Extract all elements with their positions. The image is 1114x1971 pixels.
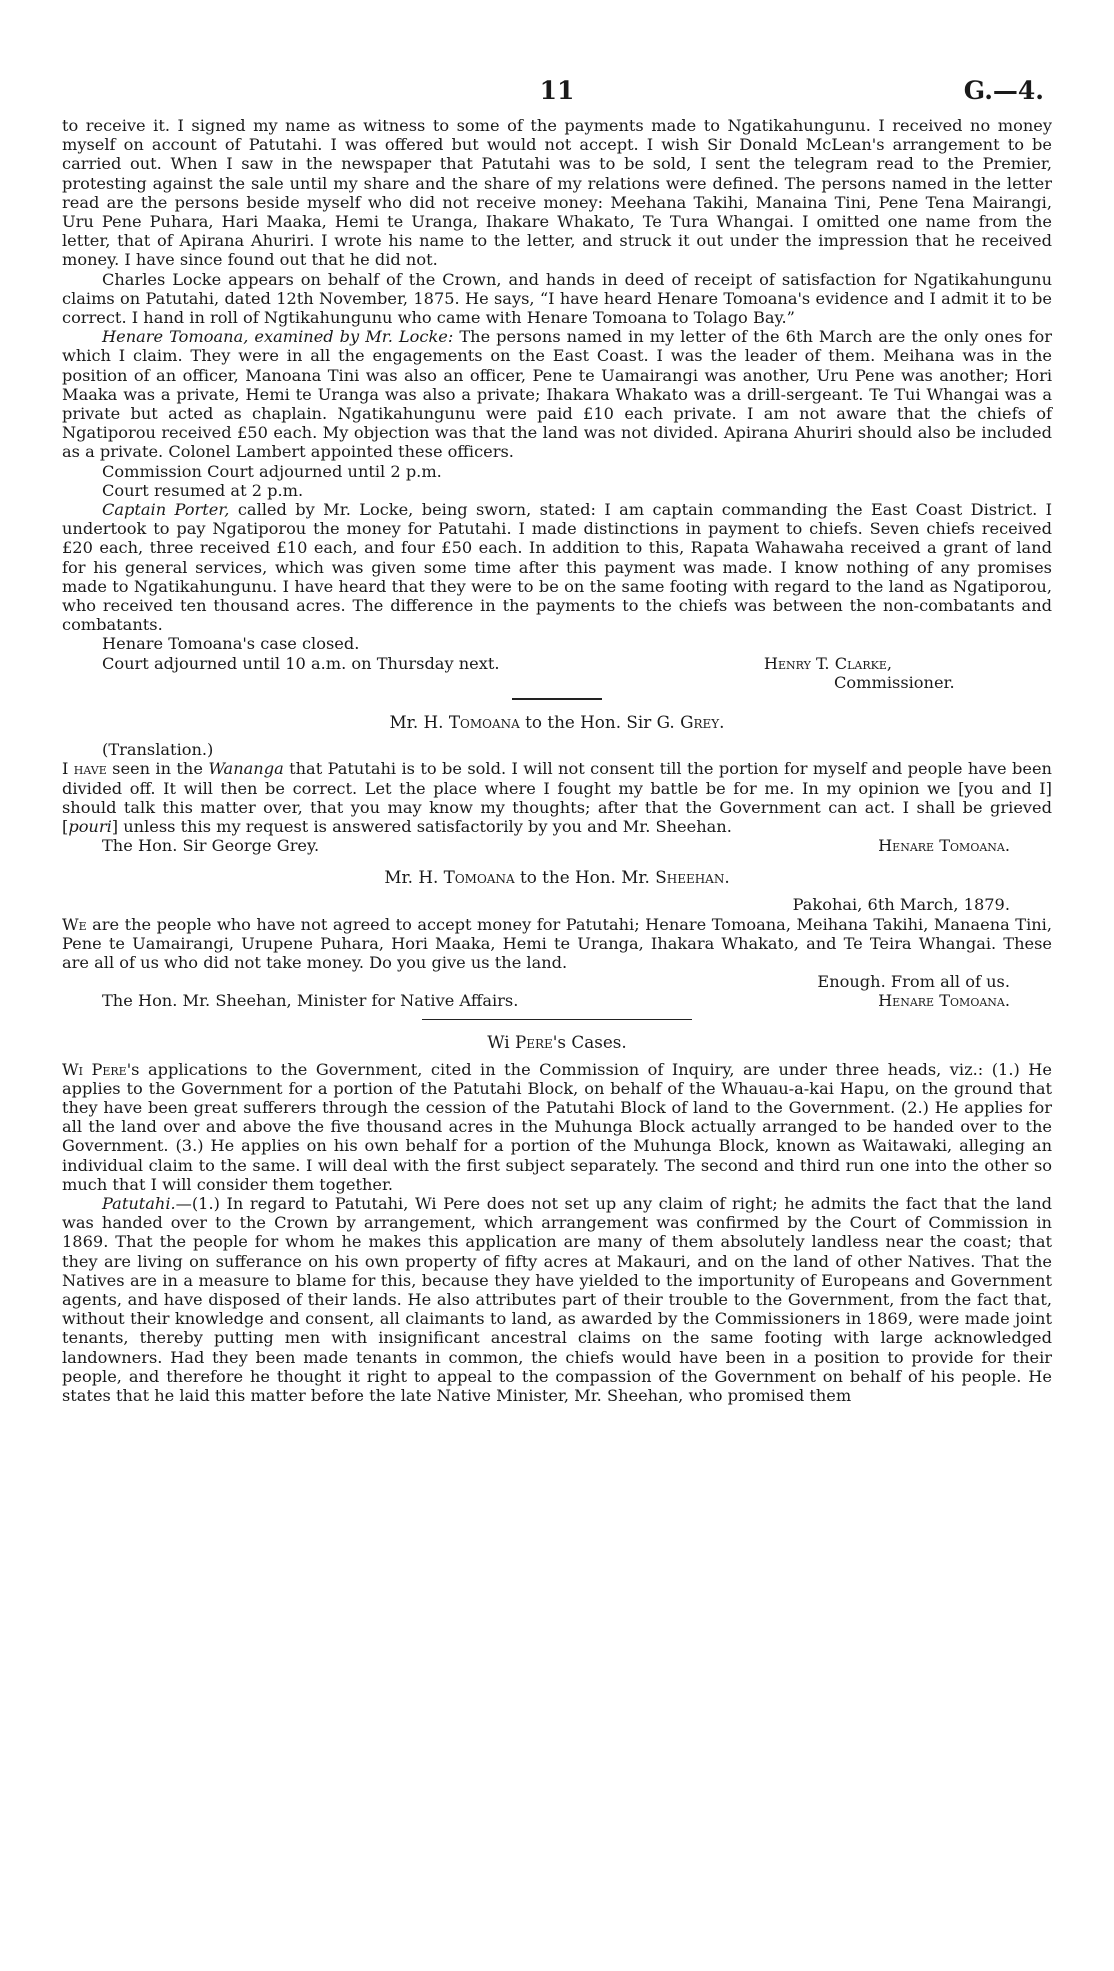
examination-text: The persons named in my letter of the 6th March are the only ones for which I claim. They were in all the engagements on the East Coast. I was the leader of them. Meihana was in the position of an officer, Manoana Tini was also an officer, Pene te Uamairangi was another, Uru Pene was another; Hori Maaka was a private, Hemi te Uranga was also a private; Ihakara Whakato was a drill-sergeant. Te Tui Whangai was a private but acted as chaplain. Ngatikahungunu were paid £10 each private. I am not aware that the chiefs of Ngatiporou received £50 each. My objection was that the land was not divided. Apirana Ahuriri should also be included as a private. Colonel Lambert appointed these officers. xyxy=(62,327,1052,462)
adjournment-final: Court adjourned until 10 a.m. on Thursday next. xyxy=(102,653,500,673)
letter-grey-signature: Henare Tomoana. xyxy=(878,836,1010,856)
letter-grey-addressee: The Hon. Sir George Grey. xyxy=(102,836,320,856)
adjournment-note: Commission Court adjourned until 2 p.m. xyxy=(102,461,442,481)
letter-grey-signoff xyxy=(62,836,1052,855)
examination-lead: Henare Tomoana, examined by Mr. Locke: xyxy=(102,327,454,347)
paragraph-witness: to receive it. I signed my name as witness to some of the payments made to Ngatikahungunu. I received no money myself on account of Patutahi. I was offered but would not accept. I wish Sir Donald McLean's arrangement to be carried out. When I saw in the newspaper that Patutahi was to be sold, I sent the telegram read to the Premier, protesting against the sale until my share and the share of my relations were defined. The persons named in the letter read are the persons beside myself who did not receive money: Meehana Takihi, Manaina Tini, Pene Tena Mairangi, Uru Pene Puhara, Hari Maaka, Hemi te Uranga, Ihakare Whakato, Te Tura Whangai. I omitted one name from the letter, that of Apirana Ahuriri. I wrote his name to the letter, and struck it out under the impression that he received money. I have since found out that he did not. xyxy=(62,116,1052,270)
patutahi-paragraph: Patutahi.—(1.) In regard to Patutahi, Wi Pere does not set up any claim of right; he admits the fact that the land was handed over to the Crown by arrangement, which arrangement was confirmed by the Court of Commission in 1869. That the people for whom he makes this application are many of them absolutely landless near the coast; that they are living on sufferance on his own property of fifty acres at Makauri, and on the land of other Natives. That the Natives are in a measure to blame for this, because they have yielded to the importunity of Europeans and Government agents, and have disposed of their lands. He also attributes part of their trouble to the Government, from the fact that, without their knowledge and consent, all claimants to land, as awarded by the Commissioners in 1869, were made joint tenants, thereby putting men with insignificant ancestral claims on the same footing with large acknowledged landowners. Had they been made tenants in common, the chiefs would have been in a position to provide for their people, and therefore he thought it right to appeal to the compassion of the Government on behalf of his people. He states that he laid this matter before the late Native Minister, Mr. Sheehan, who promised them xyxy=(62,1193,1052,1405)
paragraph-tomoana-examined xyxy=(62,327,1052,461)
section-divider-long xyxy=(422,1019,692,1020)
paragraph-locke-appears: Charles Locke appears on behalf of the Crown, and hands in deed of receipt of satisfaction for Ngatikahungunu claims on Patutahi, dated 12th November, 1875. He says, “I have heard Henare Tomoana's evidence and I admit it to be correct. I hand in roll of Ngtikahungunu who came with Henare Tomoana to Tolago Bay.” xyxy=(62,269,1052,328)
resumed-note: Court resumed at 2 p.m. xyxy=(102,480,304,500)
page-number: 11 xyxy=(539,76,575,105)
section-divider xyxy=(512,698,602,700)
letter-sheehan-dateline: Pakohai, 6th March, 1879. xyxy=(792,895,1010,915)
translation-note: (Translation.) xyxy=(102,740,214,760)
letter-sheehan-signature: Henare Tomoana. xyxy=(878,991,1010,1011)
adjournment-signature-row xyxy=(62,654,1052,673)
letter-sheehan-signoff xyxy=(62,991,1052,1010)
commissioner-name: Henry T. Clarke, xyxy=(763,653,892,673)
porter-lead: Captain Porter, xyxy=(102,500,230,520)
series-code: G.—4. xyxy=(963,76,1044,105)
page-header xyxy=(62,76,1052,116)
paragraph-captain-porter xyxy=(62,500,1052,634)
letter-grey-body: I have seen in the Wananga that Patutahi is to be sold. I will not consent till the portion for myself and people have been divided off. It will then be correct. Let the place where I fought my battle be for me. In my opinion we [you and I] should talk this matter over, that you may know my thoughts; after that the Government can act. I shall be grieved [pouri] unless this my request is answered satisfactorily by you and Mr. Sheehan. xyxy=(62,759,1052,836)
wi-pere-cases-title: Wi Pere's Cases. xyxy=(487,1031,627,1052)
wi-pere-intro: Wi Pere's applications to the Government, cited in the Commission of Inquiry, are under three heads, viz.: (1.) He applies to the Government for a portion of the Patutahi Block, on behalf of the Whauau-a-kai Hapu, on the ground that they have been great sufferers through the cession of the Patutahi Block of land to the Government. (2.) He applies for all the land over and above the five thousand acres in the Muhunga Block actually arranged to be handed over to the Government. (3.) He applies on his own behalf for a portion of the Muhunga Block, known as Waitawaki, alleging an individual claim to the same. I will deal with the first subject separately. The second and third run one into the other so much that I will consider them together. xyxy=(62,1059,1052,1194)
case-closed-note: Henare Tomoana's case closed. xyxy=(102,634,360,654)
letter-sheehan-addressee: The Hon. Mr. Sheehan, Minister for Native Affairs. xyxy=(102,991,519,1011)
letter-sheehan-title: Mr. H. Tomoana to the Hon. Mr. Sheehan. xyxy=(384,867,730,888)
letter-grey-title: Mr. H. Tomoana to the Hon. Sir G. Grey. xyxy=(389,712,725,733)
commissioner-title: Commissioner. xyxy=(834,672,955,692)
letter-sheehan-body: We are the people who have not agreed to accept money for Patutahi; Henare Tomoana, Meihana Takihi, Manaena Tini, Pene te Uamairangi, Urupene Puhara, Hori Maaka, Hemi te Uranga, Ihakara Whakato, and Te Teira Whangai. These are all of us who did not take money. Do you give us the land. xyxy=(62,914,1052,972)
document-page xyxy=(62,76,1052,1405)
letter-sheehan-enough: Enough. From all of us. xyxy=(817,972,1010,992)
porter-text: called by Mr. Locke, being sworn, stated: I am captain commanding the East Coast District. I undertook to pay Ngatiporou the money for Patutahi. I made distinctions in payment to chiefs. Seven chiefs received £20 each, three received £10 each, and four £50 each. In addition to this, Rapata Wahawaha received a grant of land for his general services, which was given some time after this payment was made. I know nothing of any promises made to Ngatikahungunu. I have heard that they were to be on the same footing with regard to the land as Ngatiporou, who received ten thousand acres. The difference in the payments to the chiefs was between the non-combatants and combatants. xyxy=(62,500,1053,635)
